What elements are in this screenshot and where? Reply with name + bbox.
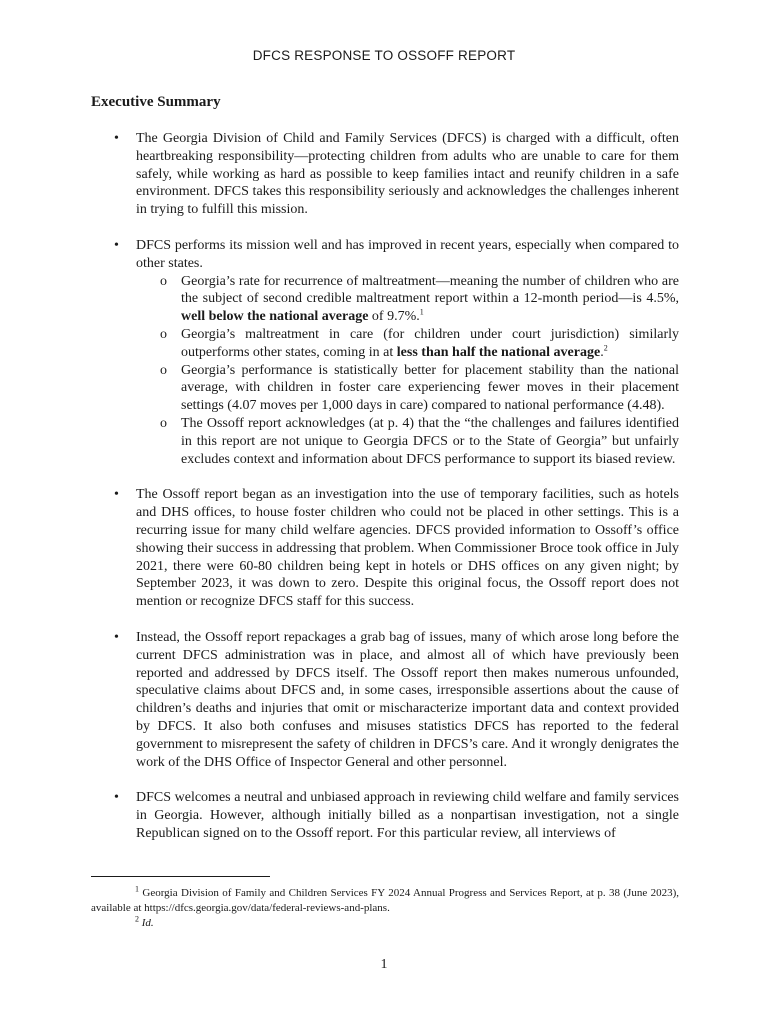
sub-text-part: Georgia’s rate for recurrence of maltreatment—meaning the number of children who are the subject of second credible maltreatment report within a 12-month period—is 4.5%,	[181, 273, 679, 307]
bullet-item	[91, 789, 679, 842]
bullet-marker: •	[114, 487, 119, 503]
footnote	[91, 886, 679, 916]
footnotes	[91, 886, 679, 931]
bullet-item	[91, 130, 679, 219]
sub-marker: o	[160, 273, 167, 289]
sub-text: The Ossoff report acknowledges (at p. 4) that the “the challenges and failures identified in this report are not unique to Georgia DFCS or to the State of Georgia” but unfairly excludes context and information about DFCS performance to support its biased review.	[181, 415, 679, 467]
footnote-text: Georgia Division of Family and Children Services FY 2024 Annual Progress and Services Report, at p. 38 (June 2023), available at https://dfcs.georgia.gov/data/federal-reviews-and-plans.	[91, 887, 679, 914]
footnote-ref[interactable]: 1	[419, 307, 424, 317]
page-header: DFCS RESPONSE TO OSSOFF REPORT	[252, 48, 516, 63]
bullet-item	[91, 237, 679, 273]
emphasis: well below the national average	[181, 309, 369, 325]
bullet-text: The Ossoff report began as an investigation into the use of temporary facilities, such as hotels and DHS offices, to house foster children who could not be placed in other settings. This is a recurring issue for many child welfare agencies. DFCS provided information to Ossoff’s office showing their success in addressing that problem. When Commissioner Broce took office in July 2021, there were 60-80 children being kept in hotels or DHS offices on any given night; by September 2023, it was down to zero. Despite this original focus, the Ossoff report does not mention or recognize DFCS staff for this success.	[136, 487, 679, 610]
emphasis: less than half the national average	[396, 344, 601, 360]
bullet-text: DFCS welcomes a neutral and unbiased approach in reviewing child welfare and family services in Georgia. However, although initially billed as a nonpartisan investigation, not a single Republican signed on to the Ossoff report. For this particular review, all interviews of	[136, 790, 679, 841]
footnote	[91, 916, 679, 931]
footnote-number: 1	[135, 884, 139, 894]
bullet-marker: •	[114, 790, 119, 806]
bullet-marker: •	[114, 629, 119, 645]
sub-text-part: of 9.7%.	[368, 309, 420, 325]
document-body	[91, 130, 679, 861]
page-number: 1	[380, 957, 388, 972]
section-title: Executive Summary	[91, 94, 221, 110]
sub-text	[181, 273, 679, 326]
sub-item	[91, 326, 679, 362]
bullet-text: DFCS performs its mission well and has improved in recent years, especially when compared to other states.	[136, 237, 679, 271]
bullet-marker: •	[114, 131, 119, 146]
sub-item	[91, 415, 679, 468]
bullet-item	[91, 629, 679, 771]
bullet-item	[91, 486, 679, 611]
bullet-text: Instead, the Ossoff report repackages a grab bag of issues, many of which arose long before the current DFCS administration was in place, and almost all of which have previously been reported and addressed by DFCS itself. The Ossoff report then makes numerous unfounded, speculative claims about DFCS and, in some cases, irresponsible assertions about the cause of children’s deaths and injuries that omit or mischaracterize important data and context provided by DFCS. It also both confuses and misuses statistics DFCS has reported to the federal government to misrepresent the safety of children in DFCS’s care. And it wrongly denigrates the work of the DHS Office of Inspector General and other personnel.	[136, 629, 679, 770]
bullet-text: The Georgia Division of Child and Family Services (DFCS) is charged with a difficult, often heartbreaking responsibility—protecting children from adults who are unable to care for them safely, while working as hard as possible to keep families intact and reunify children in a safe environment. DFCS takes this responsibility seriously and acknowledges the challenges inherent in trying to fulfill this mission.	[136, 131, 679, 218]
sub-marker: o	[160, 326, 167, 342]
sub-text-part: .	[600, 344, 604, 360]
footnote-text: Id.	[141, 917, 154, 929]
sub-marker: o	[160, 415, 167, 431]
sub-item	[91, 273, 679, 326]
footnote-separator	[91, 876, 270, 877]
bullet-marker: •	[114, 237, 119, 253]
sub-text-part: Georgia’s maltreatment in care (for children under court jurisdiction) similarly outperforms other states, coming in at	[181, 326, 679, 360]
sub-list	[91, 273, 679, 469]
sub-text	[181, 326, 679, 362]
footnote-number: 2	[135, 914, 139, 924]
footnote-ref[interactable]: 2	[603, 343, 608, 353]
sub-text: Georgia’s performance is statistically better for placement stability than the national average, with children in foster care experiencing fewer moves in their placement settings (4.07 moves per 1,000 days in care) compared to national performance (4.48).	[181, 362, 679, 414]
sub-marker: o	[160, 362, 167, 378]
sub-item	[91, 362, 679, 415]
